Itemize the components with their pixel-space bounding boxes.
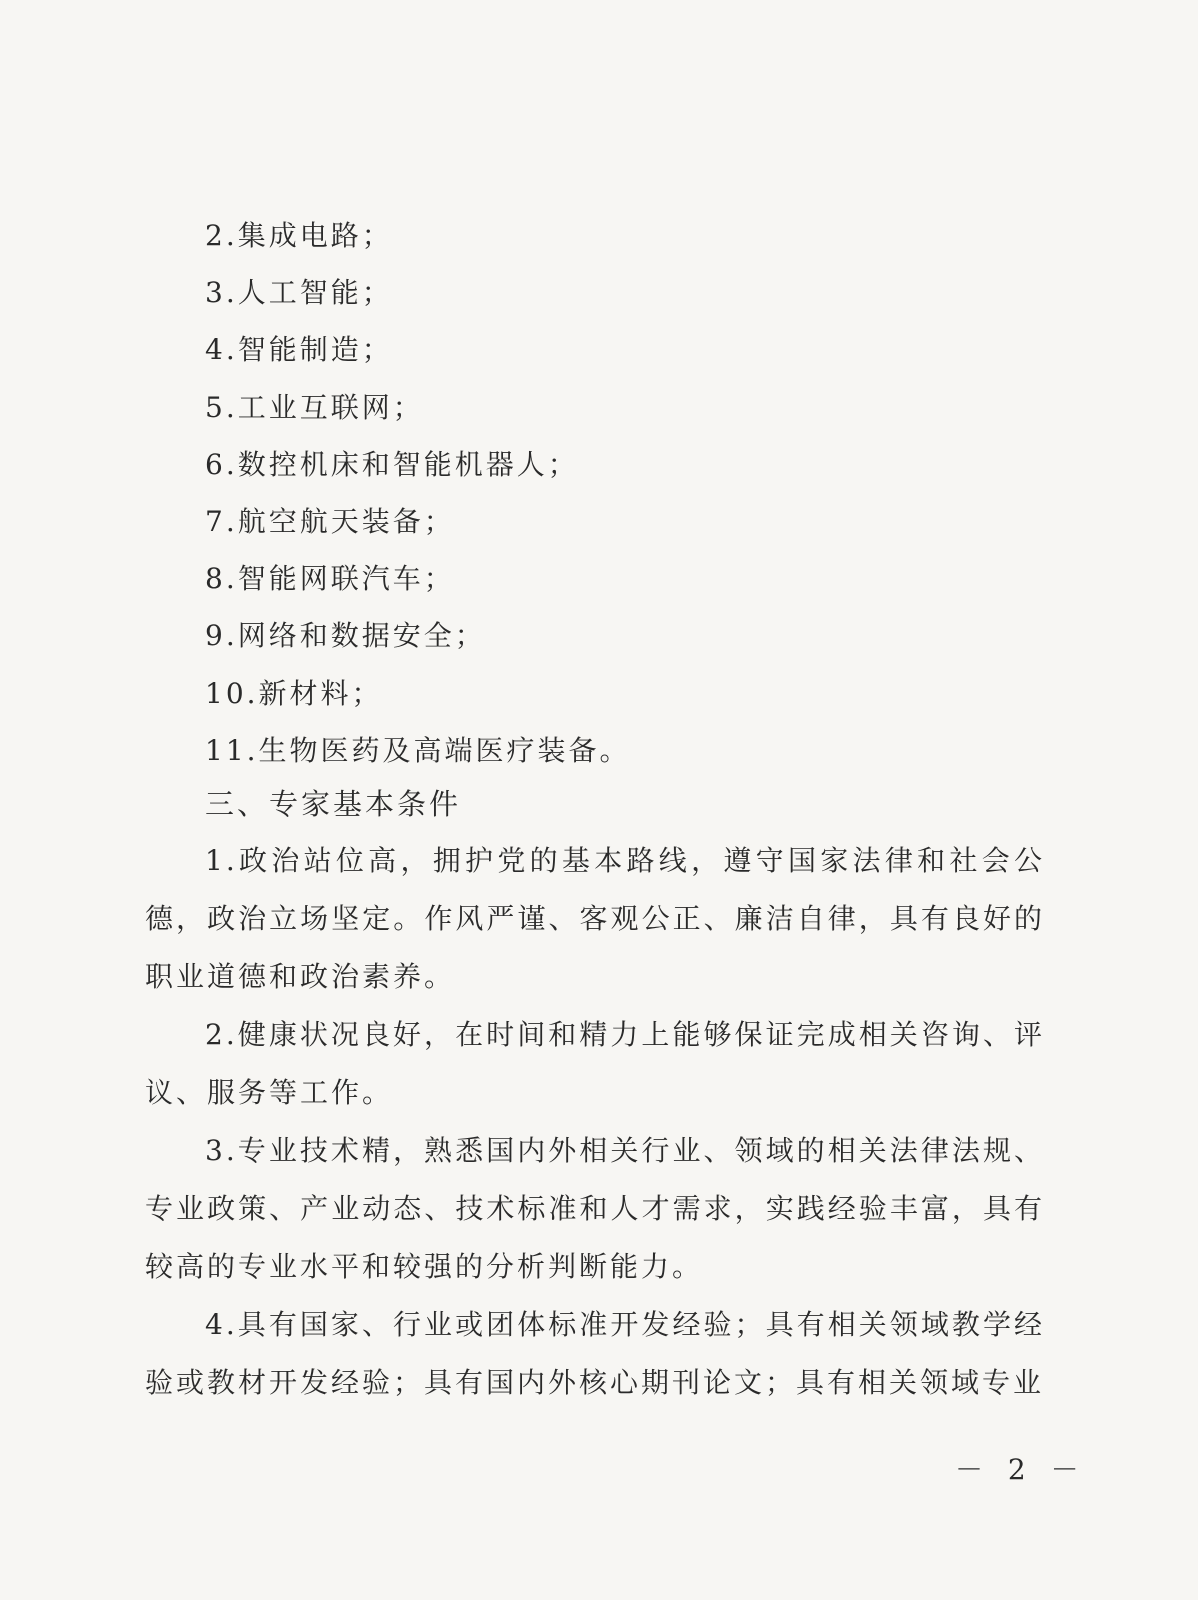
list-item: 2.集成电路； [205,219,393,252]
list-item: 11.生物医药及高端医疗装备。 [205,733,631,767]
paragraph-3: 3.专业技术精，熟悉国内外相关行业、领域的相关法律法规、专业政策、产业动态、技术标准和人才需求，实践经验丰富，具有较高的专业水平和较强的分析判断能力。 [145,1134,1045,1283]
paragraph-4: 4.具有国家、行业或团体标准开发经验；具有相关领域教学经验或教材开发经验；具有国内外核心期刊论文；具有相关领域专业 [145,1308,1045,1399]
section-heading: 三、专家基本条件 [205,787,462,821]
list-item: 6.数控机床和智能机器人； [205,447,579,481]
list-item: 7.航空航天装备； [205,504,455,538]
list-item: 8.智能网联汽车； [205,562,455,596]
list-item: 9.网络和数据安全； [205,619,486,653]
field-list [205,207,1065,779]
paragraph-1: 1.政治站位高，拥护党的基本路线，遵守国家法律和社会公德，政治立场坚定。作风严谨、客观公正、廉洁自律，具有良好的职业道德和政治素养。 [145,844,1045,993]
list-item: 3.人工智能； [205,276,393,310]
list-item: 5.工业互联网； [205,390,424,424]
list-item: 4.智能制造； [205,333,393,367]
list-item: 10.新材料； [205,676,383,710]
page-number: － 2 － [955,1453,1087,1486]
paragraph-2: 2.健康状况良好，在时间和精力上能够保证完成相关咨询、评议、服务等工作。 [145,1018,1045,1109]
